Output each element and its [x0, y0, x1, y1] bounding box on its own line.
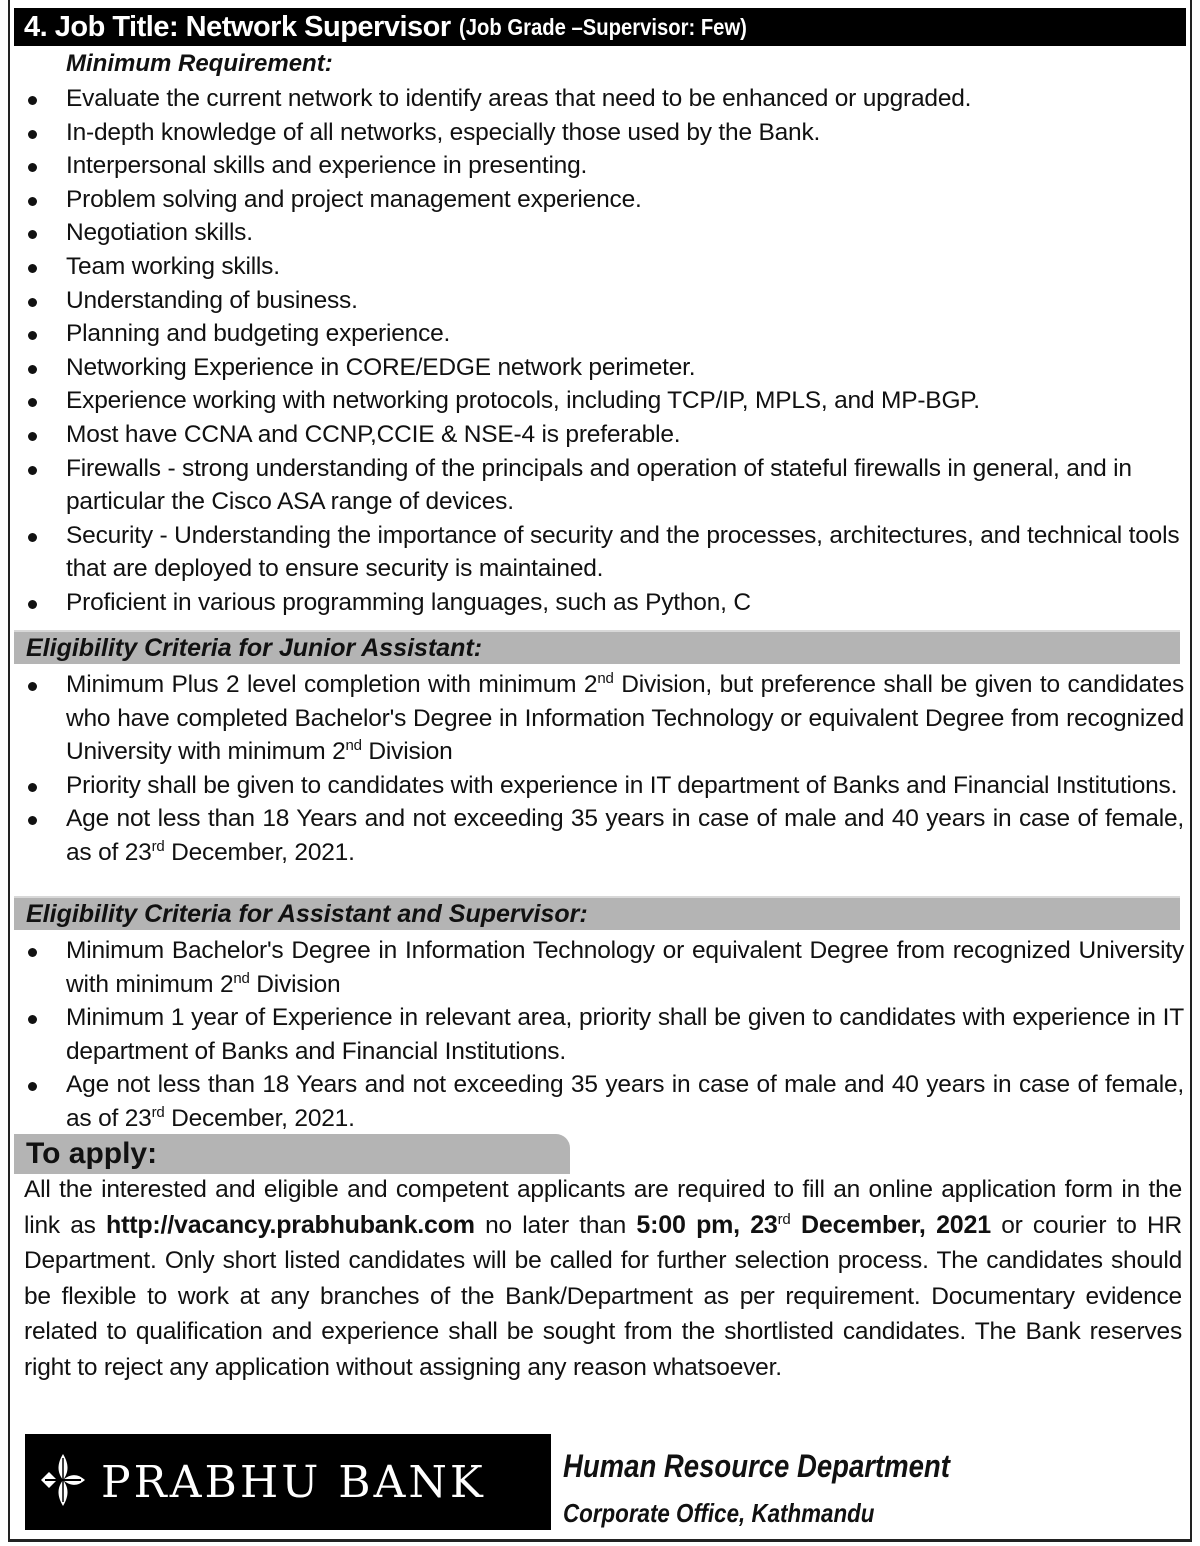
deadline-day: 23 [750, 1210, 778, 1239]
list-item: Understanding of business. [24, 284, 1184, 318]
list-item: Security - Understanding the importance of security and the processes, architectures, and technical tools that are deployed to ensure security is maintained. [24, 519, 1184, 586]
list-item: Age not less than 18 Years and not exceeding 35 years in case of male and 40 years in case of female, as of 23rd December, 2021. [24, 1068, 1184, 1135]
prabhu-bank-logo [25, 1434, 551, 1530]
job-title-bar [14, 8, 1186, 46]
job-title: 4. Job Title: Network Supervisor [24, 10, 451, 43]
logo-text: PRABHU BANK [101, 1456, 486, 1508]
lotus-leaf-icon [37, 1450, 87, 1515]
deadline-time: 5:00 pm, [636, 1210, 740, 1239]
to-apply-heading: To apply: [14, 1134, 570, 1174]
list-item: Firewalls - strong understanding of the principals and operation of stateful firewalls in general, and in particular the Cisco ASA range of devices. [24, 452, 1184, 519]
apply-instructions: All the interested and eligible and competent applicants are required to fill an online application form in the link as http://vacancy.prabhubank.com no later than 5:00 pm, 23rd December, 2021 or courier to HR Department. Only short listed candidates will be called for further selection process. The candidates should be flexible to work at any branches of the Bank/Department as per requirement. Documentary evidence related to qualification and experience shall be sought from the shortlisted candidates. The Bank reserves right to reject any application without assigning any reason whatsoever. [24, 1176, 1182, 1381]
list-item: Planning and budgeting experience. [24, 317, 1184, 351]
list-item: Most have CCNA and CCNP,CCIE & NSE-4 is preferable. [24, 418, 1184, 452]
list-item: Minimum Bachelor's Degree in Information Technology or equivalent Degree from recognized University with minimum 2nd Division [24, 934, 1184, 1001]
list-item: Experience working with networking protocols, including TCP/IP, MPLS, and MP-BGP. [24, 384, 1184, 418]
assistant-supervisor-heading: Eligibility Criteria for Assistant and Supervisor: [14, 896, 1180, 930]
list-item: Age not less than 18 Years and not exceeding 35 years in case of male and 40 years in case of female, as of 23rd December, 2021. [24, 802, 1184, 869]
list-item: Minimum Plus 2 level completion with minimum 2nd Division, but preference shall be given to candidates who have completed Bachelor's Degree in Information Technology or equivalent Degree from recognized University with minimum 2nd Division [24, 668, 1184, 769]
requirements-list [24, 82, 1184, 620]
list-item: Negotiation skills. [24, 216, 1184, 250]
junior-criteria-list [24, 668, 1184, 870]
assistant-criteria-list [24, 934, 1184, 1136]
application-link[interactable]: http://vacancy.prabhubank.com [106, 1210, 475, 1239]
corporate-office: Corporate Office, Kathmandu [563, 1498, 875, 1528]
job-grade: (Job Grade –Supervisor: Few) [458, 13, 747, 40]
junior-assistant-heading: Eligibility Criteria for Junior Assistant: [14, 630, 1180, 664]
list-item: Team working skills. [24, 250, 1184, 284]
minimum-requirement-label: Minimum Requirement: [66, 50, 333, 77]
list-item: Priority shall be given to candidates with experience in IT department of Banks and Financial Institutions. [24, 769, 1184, 803]
list-item: Interpersonal skills and experience in presenting. [24, 149, 1184, 183]
hr-department: Human Resource Department [563, 1448, 950, 1484]
list-item: Minimum 1 year of Experience in relevant area, priority shall be given to candidates with experience in IT department of Banks and Financial Institutions. [24, 1001, 1184, 1068]
list-item: Networking Experience in CORE/EDGE network perimeter. [24, 351, 1184, 385]
list-item: Evaluate the current network to identify areas that need to be enhanced or upgraded. [24, 82, 1184, 116]
list-item: Problem solving and project management experience. [24, 183, 1184, 217]
list-item: Proficient in various programming languages, such as Python, C [24, 586, 1184, 620]
deadline-date: December, 2021 [790, 1210, 991, 1239]
list-item: In-depth knowledge of all networks, especially those used by the Bank. [24, 116, 1184, 150]
